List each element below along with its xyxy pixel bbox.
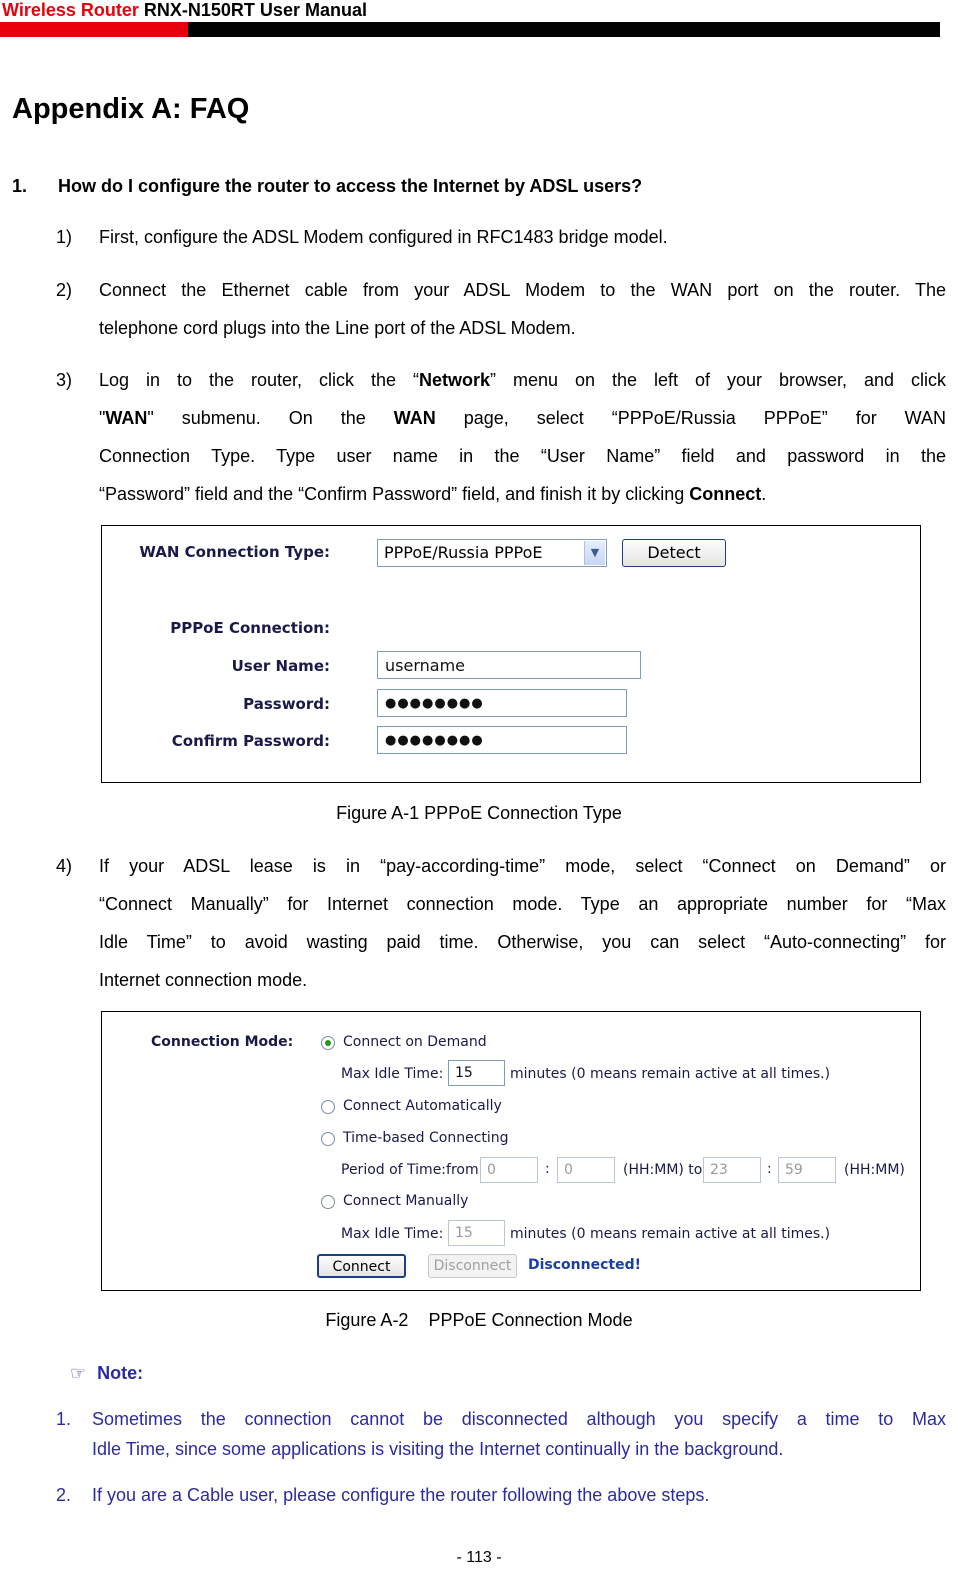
step-line: Connection Type. Type user name in the “User Name” field and password in the bbox=[99, 446, 946, 466]
text-run: ” menu on the left of your browser, and click bbox=[490, 370, 946, 390]
connect-button[interactable]: Connect bbox=[317, 1254, 406, 1278]
password-input[interactable]: ●●●●●●●● bbox=[377, 689, 627, 717]
figure-1-caption: Figure A-1 PPPoE Connection Type bbox=[336, 803, 622, 823]
text-run: “Password” field and the “Confirm Password” field, and finish it by clicking bbox=[99, 484, 690, 504]
bold-wan: WAN bbox=[105, 408, 148, 428]
connect-automatically-label: Connect Automatically bbox=[343, 1098, 502, 1114]
pointing-hand-icon: ☞ bbox=[70, 1363, 87, 1384]
radio-time-based[interactable] bbox=[321, 1132, 335, 1146]
text-run: " submenu. On the bbox=[147, 408, 394, 428]
page-header bbox=[0, 0, 958, 40]
step-text bbox=[99, 847, 946, 999]
step-line bbox=[99, 361, 946, 399]
detect-button[interactable]: Detect bbox=[622, 539, 726, 567]
bold-network: Network bbox=[418, 370, 490, 390]
to-hour-input[interactable]: 23 bbox=[703, 1157, 761, 1183]
step-number: 4) bbox=[56, 856, 73, 876]
max-idle-input[interactable]: 15 bbox=[448, 1060, 505, 1086]
note-number: 2. bbox=[56, 1485, 72, 1505]
header-bar-black bbox=[188, 22, 940, 37]
period-label: Period of Time:from bbox=[341, 1162, 479, 1178]
time-based-label: Time-based Connecting bbox=[343, 1130, 509, 1146]
chevron-down-icon: ▼ bbox=[584, 541, 605, 565]
header-title bbox=[2, 0, 367, 21]
bold-connect: Connect bbox=[689, 484, 762, 504]
step-line: Internet connection mode. bbox=[99, 970, 308, 990]
step-line bbox=[99, 475, 946, 513]
note-heading bbox=[70, 1360, 143, 1387]
note-item-1 bbox=[56, 1404, 946, 1466]
disconnect-button[interactable]: Disconnect bbox=[428, 1254, 517, 1278]
connection-mode-label: Connection Mode: bbox=[151, 1034, 294, 1050]
question-text: How do I configure the router to access the Internet by ADSL users? bbox=[58, 176, 643, 196]
hhmm-to-label: (HH:MM) to bbox=[623, 1162, 703, 1178]
wan-type-value: PPPoE/Russia PPPoE bbox=[384, 543, 543, 562]
note-text: If you are a Cable user, please configure the router following the above steps. bbox=[92, 1485, 710, 1505]
hhmm-label: (HH:MM) bbox=[844, 1162, 905, 1178]
radio-connect-manually[interactable] bbox=[321, 1195, 335, 1209]
note-item-2 bbox=[56, 1480, 946, 1512]
note-number: 1. bbox=[56, 1409, 72, 1429]
note-text bbox=[92, 1404, 946, 1464]
step-line bbox=[99, 399, 946, 437]
wan-type-select[interactable] bbox=[377, 539, 607, 567]
from-hour-input[interactable]: 0 bbox=[480, 1157, 538, 1183]
max-idle-input-manual[interactable]: 15 bbox=[448, 1220, 505, 1246]
text-run: . bbox=[761, 484, 767, 504]
time-colon: : bbox=[767, 1161, 772, 1177]
from-minute-input[interactable]: 0 bbox=[557, 1157, 615, 1183]
confirm-password-label: Confirm Password: bbox=[171, 732, 330, 750]
page-number: - 113 - bbox=[456, 1549, 502, 1566]
step-text bbox=[99, 218, 946, 256]
step-text bbox=[99, 361, 946, 513]
header-title-product: Wireless Router bbox=[2, 0, 139, 20]
max-idle-hint: minutes (0 means remain active at all times.) bbox=[510, 1066, 831, 1082]
note-label: Note: bbox=[97, 1363, 144, 1383]
confirm-password-input[interactable]: ●●●●●●●● bbox=[377, 726, 627, 754]
to-minute-input[interactable]: 59 bbox=[778, 1157, 836, 1183]
connect-manually-label: Connect Manually bbox=[343, 1193, 469, 1209]
note-line: Sometimes the connection cannot be disconnected although you specify a time to Max bbox=[92, 1409, 946, 1429]
step-line: “Connect Manually” for Internet connection mode. Type an appropriate number for “Max bbox=[99, 894, 946, 914]
max-idle-hint-manual: minutes (0 means remain active at all times.) bbox=[510, 1226, 831, 1242]
step-line: If your ADSL lease is in “pay-according-time” mode, select “Connect on Demand” or bbox=[99, 856, 946, 876]
header-bar-red bbox=[0, 22, 188, 37]
radio-connect-on-demand[interactable] bbox=[321, 1036, 335, 1050]
question-number: 1. bbox=[12, 176, 28, 196]
figure-pppoe-connection-mode bbox=[101, 1011, 921, 1291]
password-label: Password: bbox=[243, 695, 330, 713]
bold-wan: WAN bbox=[393, 408, 436, 428]
header-title-manual: RNX-N150RT User Manual bbox=[143, 0, 367, 20]
connection-status: Disconnected! bbox=[528, 1257, 641, 1273]
radio-connect-automatically[interactable] bbox=[321, 1100, 335, 1114]
step-line: telephone cord plugs into the Line port of the ADSL Modem. bbox=[99, 318, 576, 338]
max-idle-label-manual: Max Idle Time: bbox=[341, 1226, 444, 1242]
faq-question bbox=[12, 174, 642, 198]
text-run: " bbox=[99, 408, 106, 428]
figure-pppoe-connection-type bbox=[101, 525, 921, 783]
text-run: page, select “PPPoE/Russia PPPoE” for WAN bbox=[435, 408, 946, 428]
appendix-title: Appendix A: FAQ bbox=[12, 93, 250, 125]
step-line: Idle Time” to avoid wasting paid time. Otherwise, you can select “Auto-connecting” for bbox=[99, 932, 946, 952]
pppoe-connection-label: PPPoE Connection: bbox=[170, 619, 330, 637]
step-number: 2) bbox=[56, 280, 73, 300]
step-line: Connect the Ethernet cable from your ADSL Modem to the WAN port on the router. The bbox=[99, 280, 946, 300]
time-colon: : bbox=[545, 1161, 550, 1177]
step-number: 3) bbox=[56, 370, 73, 390]
figure-2-caption: Figure A-2 PPPoE Connection Mode bbox=[325, 1310, 633, 1330]
username-input[interactable]: username bbox=[377, 651, 641, 679]
text-run: Log in to the router, click the “ bbox=[99, 370, 419, 390]
step-number: 1) bbox=[56, 227, 73, 247]
username-label: User Name: bbox=[231, 657, 330, 675]
step-line: First, configure the ADSL Modem configured in RFC1483 bridge model. bbox=[99, 227, 668, 247]
note-line: Idle Time, since some applications is visiting the Internet continually in the background. bbox=[92, 1439, 784, 1459]
max-idle-label: Max Idle Time: bbox=[341, 1066, 444, 1082]
step-text bbox=[99, 271, 946, 347]
connect-on-demand-label: Connect on Demand bbox=[343, 1034, 487, 1050]
wan-type-label: WAN Connection Type: bbox=[139, 543, 330, 561]
